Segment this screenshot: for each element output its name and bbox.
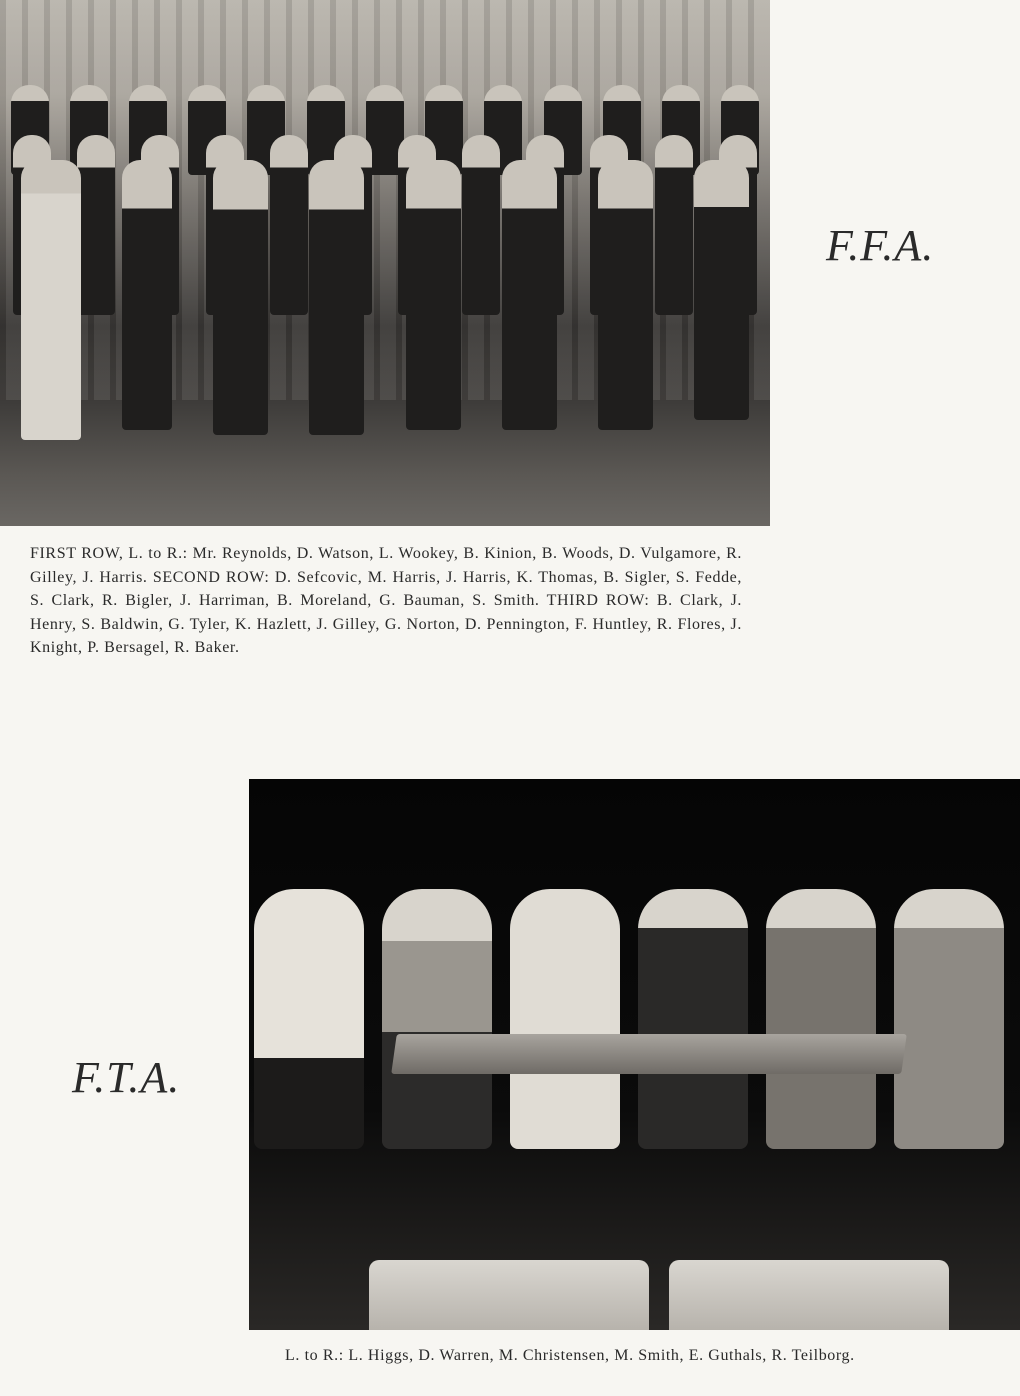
person: [598, 160, 653, 430]
chair: [669, 1260, 949, 1330]
person: [309, 160, 364, 435]
ffa-front-row: [0, 160, 770, 440]
person: [510, 889, 620, 1149]
fta-group-photo: [249, 779, 1020, 1330]
ffa-title: F.F.A.: [826, 221, 935, 270]
person: [254, 889, 364, 1149]
person: [502, 160, 557, 430]
person: [406, 160, 461, 430]
foreground-chairs: [249, 1260, 1020, 1330]
table: [391, 1034, 907, 1074]
person: [894, 889, 1004, 1149]
person: [638, 889, 748, 1149]
person: [382, 889, 492, 1149]
fta-seated-row: [254, 889, 1004, 1149]
person: [766, 889, 876, 1149]
ffa-caption: FIRST ROW, L. to R.: Mr. Reynolds, D. Watson, L. Wookey, B. Kinion, B. Woods, D. Vulgamore, R. Gilley, J. Harris. SECOND ROW: D. Sefcovic, M. Harris, J. Harris, K. Thomas, B. Sigler, S. Fedde, S. Clark, R. Bigler, J. Harriman, B. Moreland, G. Bauman, S. Smith. THIRD ROW: B. Clark, J. Henry, S. Baldwin, G. Tyler, K. Hazlett, J. Gilley, G. Norton, D. Pennington, F. Huntley, R. Flores, J. Knight, P. Bersagel, R. Baker.: [30, 545, 742, 656]
person: [122, 160, 172, 430]
person: [21, 160, 81, 440]
fta-title: F.T.A.: [72, 1053, 181, 1102]
ffa-group-photo: [0, 0, 770, 526]
fta-caption: L. to R.: L. Higgs, D. Warren, M. Christensen, M. Smith, E. Guthals, R. Teilborg.: [285, 1347, 855, 1364]
chair: [369, 1260, 649, 1330]
person: [213, 160, 268, 435]
person: [694, 160, 749, 420]
